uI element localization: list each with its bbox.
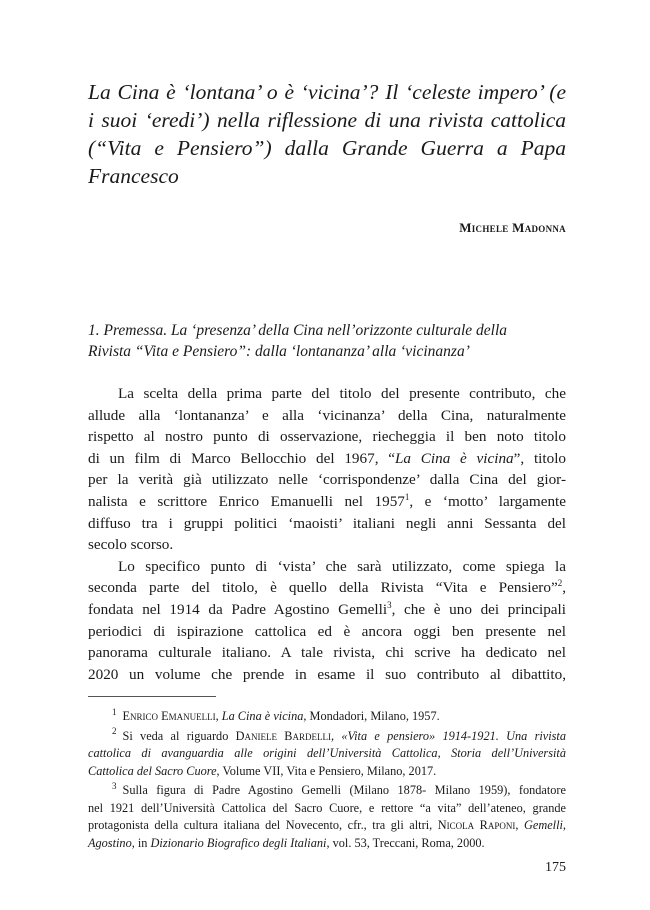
body-line: fondata nel 1914 da Padre Agostino Gemelli$^3$, che è uno dei principali <box>88 599 566 618</box>
footnote-line: cattolica di avanguardia alle origini dell’Università Cattolica, Storia dell’Università <box>88 746 566 760</box>
section-heading-line: 1. Premessa. La ‘presenza’ della Cina nell’orizzonte culturale della <box>88 322 508 339</box>
page-number: 175 <box>545 860 566 875</box>
body-line: La scelta della prima parte del titolo del presente contributo, che <box>118 385 566 402</box>
author-name: Michele Madonna <box>459 220 566 235</box>
footnote-line: $^3$ Sulla figura di Padre Agostino Gemelli (Milano 1878- Milano 1959), fondatore <box>112 780 566 797</box>
body-text <box>88 383 566 685</box>
footnote-line: protagonista della cultura italiana del Novecento, cfr., tra gli altri, Nicola Raponi, Gemelli, <box>88 818 566 832</box>
body-line: per la verità già utilizzato nelle ‘corrispondenze’ dalla Cina del gior- <box>88 471 566 489</box>
footnote-3 <box>88 782 566 852</box>
footnotes <box>88 708 566 854</box>
footnote-number: 2 <box>112 726 117 737</box>
body-line: Lo specifico punto di ‘vista’ che sarà utilizzato, come spiega la <box>118 557 566 575</box>
section-heading <box>88 320 566 362</box>
title-line: (“Vita e Pensiero”) dalla Grande Guerra a Papa <box>88 136 566 160</box>
body-line: periodici di ispirazione cattolica ed è ancora oggi ben presente nel <box>88 622 566 640</box>
article-title <box>88 78 566 190</box>
title-line: Francesco <box>88 164 179 188</box>
footnote-ref[interactable]: 1 <box>404 491 410 502</box>
footnote-2 <box>88 728 566 781</box>
footnote-line: Cattolica del Sacro Cuore, Volume VII, Vita e Pensiero, Milano, 2017. <box>88 763 437 778</box>
body-line: secolo scorso. <box>88 536 174 554</box>
footnote-number: 1 <box>112 706 117 717</box>
body-line: 2020 un volume che prende in esame il suo contributo al dibattito, <box>88 665 566 683</box>
title-line: La Cina è ‘lontana’ o è ‘vicina’? Il ‘celeste impero’ (e <box>88 80 566 104</box>
footnote-divider <box>88 696 216 697</box>
footnote-ref[interactable]: 2 <box>557 578 563 589</box>
footnote-line: nel 1921 dell’Università Cattolica del Sacro Cuore, e rettore “a vita” dell’ateneo, grande <box>88 800 566 815</box>
footnote-line: $^2$ Si veda al riguardo Daniele Bardelli, «Vita e pensiero» 1914-1921. Una rivista <box>112 726 566 743</box>
body-line: di un film di Marco Bellocchio del 1967, “La Cina è vicina”, titolo <box>88 449 567 467</box>
footnote-line: Agostino, in Dizionario Biografico degli Italiani, vol. 53, Treccani, Roma, 2000. <box>88 835 485 850</box>
body-line: allude alla ‘lontananza’ e alla ‘vicinanza’ della Cina, naturalmente <box>88 406 566 424</box>
body-line: panorama culturale italiano. A tale rivista, chi scrive ha dedicato nel <box>88 644 566 662</box>
body-line: nalista e scrittore Enrico Emanuelli nel 1957$^1$, e ‘motto’ largamente <box>88 491 566 510</box>
body-line: rispetto al nostro punto di osservazione, riecheggia il ben noto titolo <box>88 428 566 446</box>
footnote-ref[interactable]: 3 <box>387 599 392 610</box>
footnote-1 <box>88 708 566 726</box>
body-line: diffuso tra i gruppi politici ‘maoisti’ italiani negli anni Sessanta del <box>88 514 566 532</box>
title-line: i suoi ‘eredi’) nella riflessione di una rivista cattolica <box>88 108 566 132</box>
body-line: seconda parte del titolo, è quello della Rivista “Vita e Pensiero”$^2$, <box>88 578 566 597</box>
film-title: La Cina è vicina <box>394 449 514 467</box>
footnote-line: $^1$ Enrico Emanuelli, La Cina è vicina, Mondadori, Milano, 1957. <box>112 706 440 723</box>
section-heading-line: Rivista “Vita e Pensiero”: dalla ‘lontananza’ alla ‘vicinanza’ <box>88 343 470 360</box>
footnote-number: 3 <box>112 780 117 791</box>
